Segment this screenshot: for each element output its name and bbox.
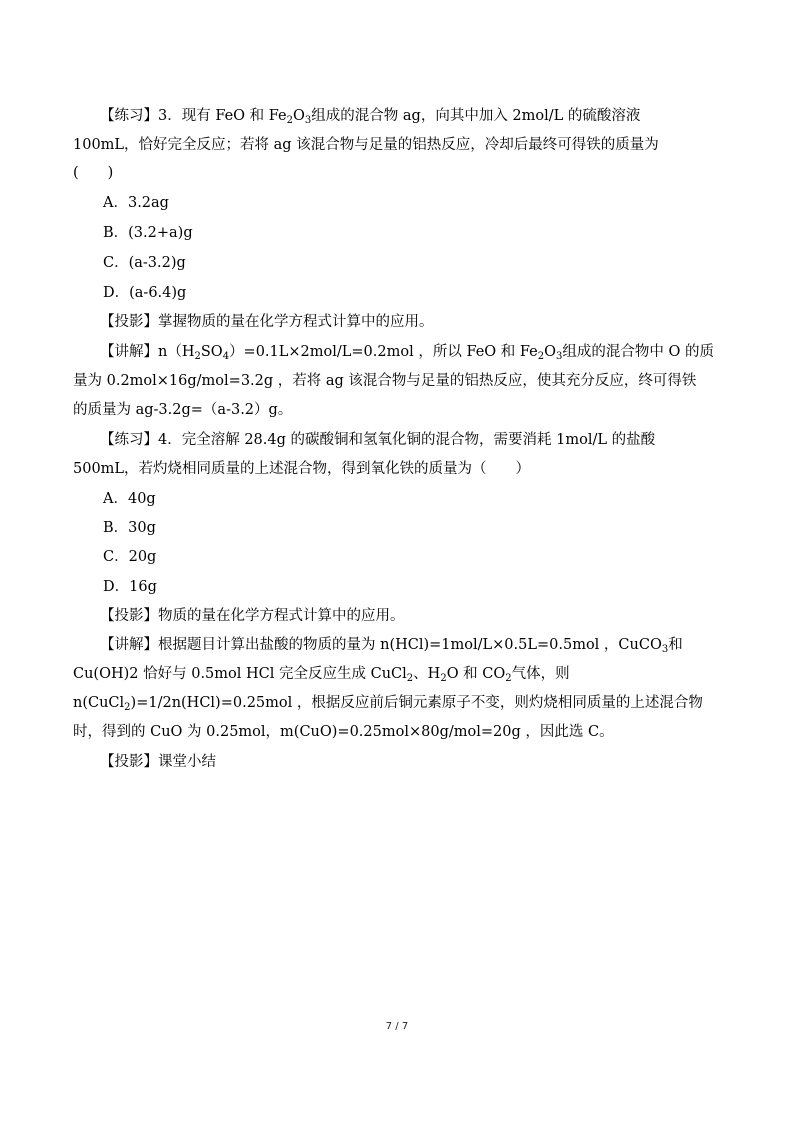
q3-option-b: B．(3.2+a)g — [103, 225, 193, 241]
q3-line-2: 100mL，恰好完全反应；若将 ag 该混合物与足量的铝热反应，冷却后最终可得铁的质量为 — [73, 137, 659, 153]
q3-option-d: D．(a-6.4)g — [103, 285, 187, 301]
q4-line-2: 500mL，若灼烧相同质量的上述混合物，得到氧化铁的质量为（ ） — [73, 461, 531, 477]
q3-projection: 【投影】掌握物质的量在化学方程式计算中的应用。 — [100, 314, 434, 330]
q3-explanation-line-1: 【讲解】$n(H_2SO_4)=0.1L\times 2mol/L=0.2mol$ ，所以 FeO 和 $Fe_2O_3$组成的混合物中 O 的质 — [100, 344, 715, 362]
q4-option-d: D．16g — [103, 579, 157, 595]
summary-projection: 【投影】课堂小结 — [100, 754, 216, 770]
q4-projection: 【投影】物质的量在化学方程式计算中的应用。 — [100, 608, 405, 624]
page-number: 7 / 7 — [385, 1021, 409, 1032]
q4-explanation-line-2: Cu(OH)2 恰好与 0.5mol HCl 完全反应生成 CuCl$_2$、$H_2O$ 和 $CO_2$气体，则 — [73, 666, 570, 684]
q4-explanation-line-4: 时，得到的 CuO 为 0.25mol，m(CuO)=0.25mol×80g/mol=20g ，因此选 C。 — [73, 724, 614, 740]
q3-explanation-line-3: 的质量为 ag-3.2g=（a-3.2）g。 — [73, 402, 293, 418]
q3-option-c: C．(a-3.2)g — [103, 255, 186, 271]
q3-option-a: A．3.2ag — [103, 195, 169, 211]
q4-option-c: C．20g — [103, 549, 157, 565]
q4-explanation-line-1: 【讲解】根据题目计算出盐酸的物质的量为 n(HCl)=1mol/L×0.5L=0.5mol ，CuCO$_3$和 — [100, 637, 683, 655]
q3-line-3: ( ) — [73, 165, 114, 181]
q4-explanation-line-3: n(CuCl$_2$)=1/2n(HCl)=0.25mol ，根据反应前后铜元素原子不变，则灼烧相同质量的上述混合物 — [73, 695, 703, 713]
q4-option-b: B．30g — [103, 520, 156, 536]
q3-line-1: 【练习】3．现有 FeO 和 $Fe_2O_3$组成的混合物 ag，向其中加入 2mol/L 的硫酸溶液 — [100, 108, 641, 126]
q4-line-1: 【练习】4．完全溶解 28.4g 的碳酸铜和氢氧化铜的混合物，需要消耗 1mol/L 的盐酸 — [100, 432, 656, 448]
q4-option-a: A．40g — [103, 491, 156, 507]
q3-explanation-line-2: 量为 0.2mol×16g/mol=3.2g ，若将 ag 该混合物与足量的铝热反应，使其充分反应，终可得铁 — [73, 373, 697, 389]
